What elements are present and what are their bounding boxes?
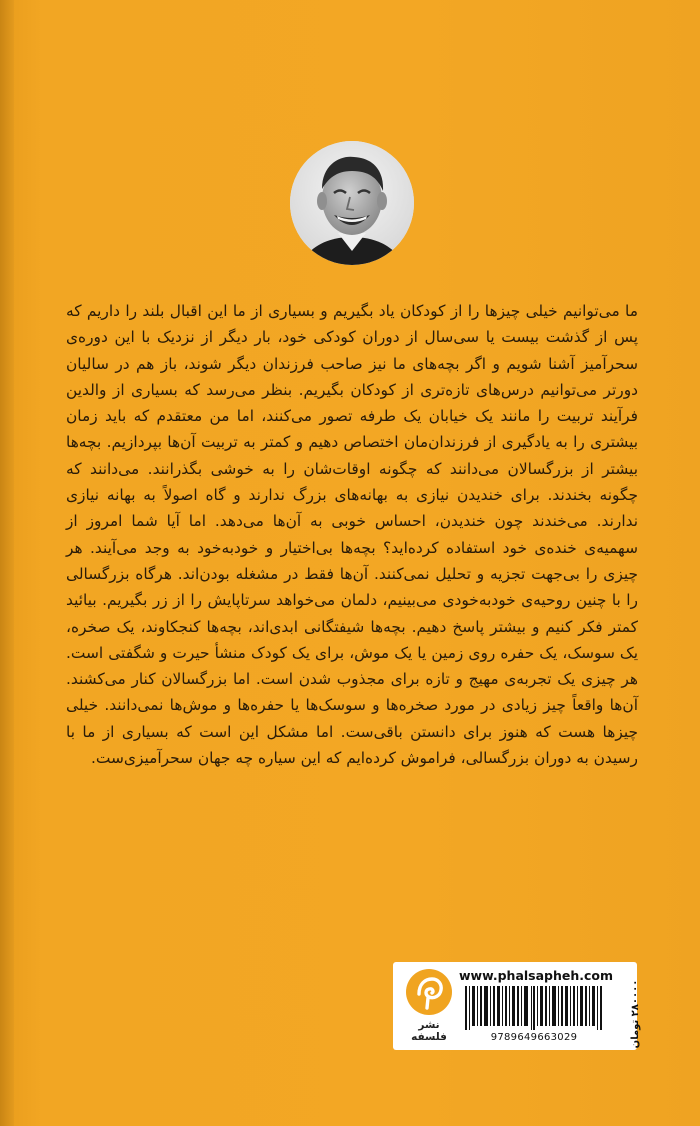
price-label: ۲۸۰۰۰۰ تومان xyxy=(630,979,641,1049)
isbn-number: 9789649663029 xyxy=(490,1032,578,1043)
publisher-logo-icon xyxy=(405,968,453,1016)
barcode-label xyxy=(393,962,641,1050)
spine-edge xyxy=(0,0,14,1126)
barcode-icon xyxy=(465,986,603,1030)
author-portrait xyxy=(290,141,414,265)
blurb-paragraph: ما می‌توانیم خیلی چیزها را از کودکان یاد بگیریم و بسیاری از ما این اقبال بلند را داریم که پس از گذشت بیست یا سی‌سال از دوران کودکی خود، بار دیگر از نزدیک با این دوره‌ی سحرآمیز آشنا شویم و اگر بچه‌های ما نیز صاحب فرزندان دیگر شوند، باز هم در سالیان دورتر می‌توانیم درس‌های تازه‌تری از کودکان بگیریم. بنظر می‌رسد که بسیاری از والدین فرآیند تربیت را مانند یک خیابان یک طرفه تصور می‌کنند، اما من معتقدم که باید زمان بیشتری را به یادگیری از فرزندان‌مان اختصاص دهیم و کمتر به تربیت آن‌ها بپردازیم. بچه‌ها بیشتر از بزرگسالان می‌دانند که چگونه اوقات‌شان را به خوشی بگذرانند. می‌دانند که چگونه بخندند. برای خندیدن نیازی به بهانه‌های بزرگ ندارند و گاه اصولاً به بهانه نیازی ندارند. می‌خندند چون خندیدن، احساس خوبی به آن‌ها می‌دهد. اما آیا شما امروز از سهمیه‌ی خنده‌ی خود استفاده کرده‌اید؟ بچه‌ها بی‌اختیار و خودبه‌خود به وجد می‌آیند. هر چیزی را بی‌جهت تجزیه و تحلیل نمی‌کنند. آن‌ها فقط در مشغله بودن‌اند. هرگاه بزرگسالی را با چنین روحیه‌ی خودبه‌خودی می‌بینیم، دلمان می‌خواهد سرتاپایش را از زر بگیریم. بیائید کمتر فکر کنیم و بیشتر پاسخ دهیم. بچه‌ها شیفتگانی ابدی‌اند، بچه‌ها کنجکاوند، یک صخره، یک سوسک، یک حفره روی زمین یا یک موش، برای یک کودک منشأ حیرت و شگفتی است. هر چیزی یک تجربه‌ی مهیج و تازه برای مجذوب شدن است. اما بزرگسالان کنار می‌کشند. آن‌ها واقعاً چیز زیادی در مورد صخره‌ها و سوسک‌ها یا حفره‌ها و موش‌ها نمی‌دانند. خیلی چیزها هست که هنوز برای دانستن باقی‌ست. اما مشکل این است که بسیاری از ما با رسیدن به دوران بزرگسالی، فراموش کرده‌ایم که این سیاره چه جهان سحرآمیزی‌ست. xyxy=(66,302,638,768)
back-cover-blurb xyxy=(66,298,638,771)
publisher-name: نشر فلسفه xyxy=(411,1019,447,1043)
publisher-website: www.phalsapheh.com xyxy=(459,968,614,983)
